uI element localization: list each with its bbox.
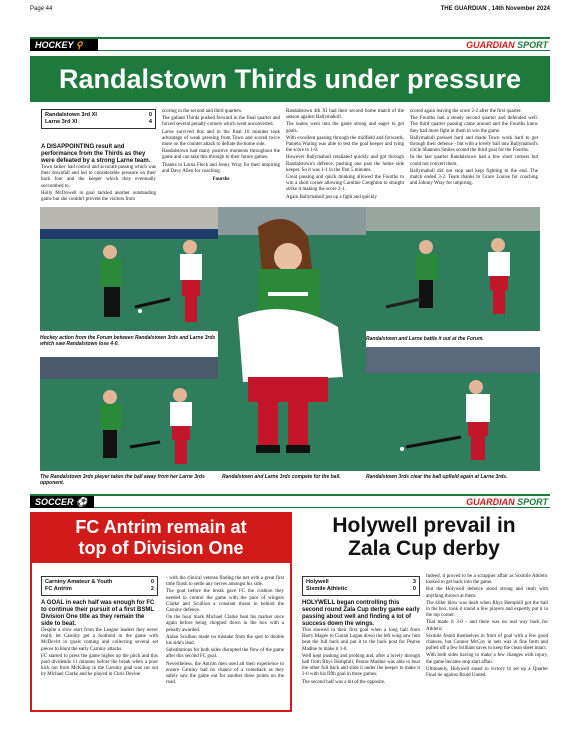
football-icon: ⚽ <box>76 497 88 507</box>
hockey-lead: A DISAPPOINTING result and performance from the Thirds as they were defeated by a strong Larne team. <box>41 144 151 164</box>
hockey-col-3: Randalstown 4th XI had their second home match of the season against Ballymaholl. The teams went into the game strong and eager to get goals. With excellent passing through the midfield and forwards, Pamela Waring was able to test the goal keeper and tying the score to 1-0. However Ballymaholl retaliated quickly and got through Randalstown's defence, pushing one past the home side keeper. So it was 1-1 in the first 5 minutes. Great passing and quick thinking allowed the Fourths to win a short corner allowing Caroline Creighton to straight strike it making the score 2-1. Again Ballymaholl put up a fight and quickly <box>286 109 404 200</box>
fc-antrim-body-1: Despite a slow start from the League leaders they never really let Carniny get a foothold in the game with McDevitt in goals coming and collecting several set pieces to blunt the early Carniny attacks. FC started to press the game higher up the pitch and this paid dividends 11 minutes before the break when a poor kick out from McKillop in the Carniny goal was cut out by Michael Clarke and he played in Chris Devine <box>41 628 158 678</box>
holywell-col-2: Indeed, it proved to be a scrappier affair as Sixmile Athletic looked to get back into the game. But the Holywell defence stood strong and dealt with anything thrown at them. The killer blow was dealt when Rhys Hemphill got the ball in the box, took it round a few players and expertly put it in the top corner. That made it 3-0 - and there was no real way back for Athletic. Sixmile found themselves in front of goal with a few good chances, but Connor McCoy in nets was in fine form and pulled off a few brilliant saves to keep the clean sheet intact. With both sides having to make a few changes with injury, the game became stop start affair. Ultimately, Holywell eased to victory to set up a Quarter Final tie against Bruid United. <box>426 574 548 679</box>
section-tag-hockey: HOCKEY ⚲ <box>30 39 98 51</box>
caption-3: The Randalstown 3rds player takes the ball away from her Larne 3rds opponent. <box>40 474 205 486</box>
fc-antrim-lead: A GOAL in each half was enough for FC to continue their pursuit of a first BSML Division One title as they remain the side to beat. <box>41 600 155 627</box>
hockey-photo-3 <box>366 207 540 331</box>
section-tag-soccer: SOCCER ⚽ <box>30 496 94 508</box>
fc-antrim-col-1 <box>41 576 158 680</box>
hockey-body-1: Town ladies' had control and accurate passing which was their downfall and led to considerable pressure on their back four and the keeper which they eventually succumbed to. Holly McDowell in goal tackled another outstanding game but she couldn't prevent the visitors from <box>41 165 156 203</box>
hockey-photo-1 <box>40 207 218 331</box>
hockey-section-bar <box>30 37 550 51</box>
caption-2: Randalstown and Larne battle it out at the Forum. <box>366 336 484 342</box>
fc-antrim-story <box>30 512 292 712</box>
holywell-scorebox: Holywell 3 Sixmile Athletic 0 <box>302 576 420 596</box>
hockey-headline: Randalstown Thirds under pressure <box>30 56 550 102</box>
guardian-sport-brand-2: GUARDIAN SPORT <box>466 497 548 507</box>
holywell-body-1: This showed in their first goal when a long ball from Barry Magee to Ciaran Logan down the left wing saw him beat the full back and put it to the back post for Pearse Madine to make it 1-0. Well kept pushing and probing and, after a lovely through ball from Rhys Hemphill, Pearse Madine was able to beat the other full back and slide it under the keeper to make it 2-0 with his fifth goal in three games. The second half was a bit of the opposite. <box>302 628 420 685</box>
hockey-photo-5 <box>366 347 540 471</box>
fourths-subhead: Fourths <box>212 177 230 183</box>
hockey-col-1 <box>41 109 156 204</box>
holywell-story <box>298 514 550 685</box>
page-number: Page 44 <box>30 6 53 12</box>
paper-date: THE GUARDIAN , 14th November 2024 <box>440 6 550 12</box>
holywell-col-1 <box>302 576 420 687</box>
hockey-stick-icon: ⚲ <box>75 40 83 50</box>
caption-1: Hockey action from the Forum between Randalstown 3rds and Larne 3rds which saw Randalstown lose 4-0. <box>40 335 216 347</box>
fc-antrim-headline: FC Antrim remain at top of Division One <box>32 514 290 563</box>
hockey-photo-2 <box>218 207 366 471</box>
guardian-sport-brand: GUARDIAN SPORT <box>466 40 548 50</box>
soccer-section-bar <box>30 494 550 508</box>
fc-antrim-col-2: - with the clinical veteran finding the net with a great first time finish to settle any nerves amongst his side. The goal before the break gave FC the cushion they needed to control the game with the pace of wingers Clarke and Scullion a constant threat in behind the Carniny defence. On the hour mark Michael Clarke beat his marker once again before being chopped down in the box with a penalty awarded. Aidan Scullion made no mistake from the spot to double his side's lead. Substitutions for both sides disrupted the flow of the game after this second FC goal. Nevertheless, the Antrim men used all their experience to ensure Carniny had no chance of a comeback as they safely saw the game out for another three points on the road. <box>166 576 284 686</box>
hockey-col-4: scored again leaving the score 2-2 after the first quarter. The Fourths had a steady second quarter and defended well. The third quarter passing came around and the Fourths knew they had more fight in them to win the game. Ballymaholl pressed hard and made Town work hard to get through their defence - but with a lovely ball into Ballymaholl's circle Shannon Smiles scored the third goal for the Fourths. In the last quarter Randalstown had a few short corners but could not convert them. Ballymaholl did not stop and kept fighting to the end. The match ended 3-2. Team thanks to Grace Louise for coaching and Johnny Wray for umpiring. <box>410 109 538 187</box>
holywell-lead: HOLYWELL began controlling this second round Zala Cup derby game early passing about well and finding a lot of success down the wings. <box>302 600 420 627</box>
holywell-headline: Holywell prevail in Zala Cup derby <box>332 514 516 560</box>
hockey-photo-4 <box>40 357 218 471</box>
fc-antrim-scorebox: Carniny Amateur & Youth 0 FC Antrim 2 <box>41 576 158 596</box>
caption-4: Randalstown and Larne 3rds compete for the ball. <box>222 474 341 480</box>
caption-5: Randalstown 3rds clear the ball upfield again at Larne 3rds. <box>366 474 508 480</box>
hockey-scorebox: Randalstown 3rd XI 0 Larne 3rd XI 4 <box>41 109 156 129</box>
hockey-col-2: scoring in the second and third quarters. The gallant Thirds pushed forward in the final quarter and forced several penalty corners which went unconverted. Larne survived this and in the final 10 minutes took advantage of weak pressing from Town and scored twice more on the counter attack to deflate the home side. Randalstown had many positive moments throughout the game and can take this through to their future games. Thanks to Lorna Fleck and Jenny Wray for their umpiring and Davy Allen for coaching. Fourths <box>162 109 280 183</box>
